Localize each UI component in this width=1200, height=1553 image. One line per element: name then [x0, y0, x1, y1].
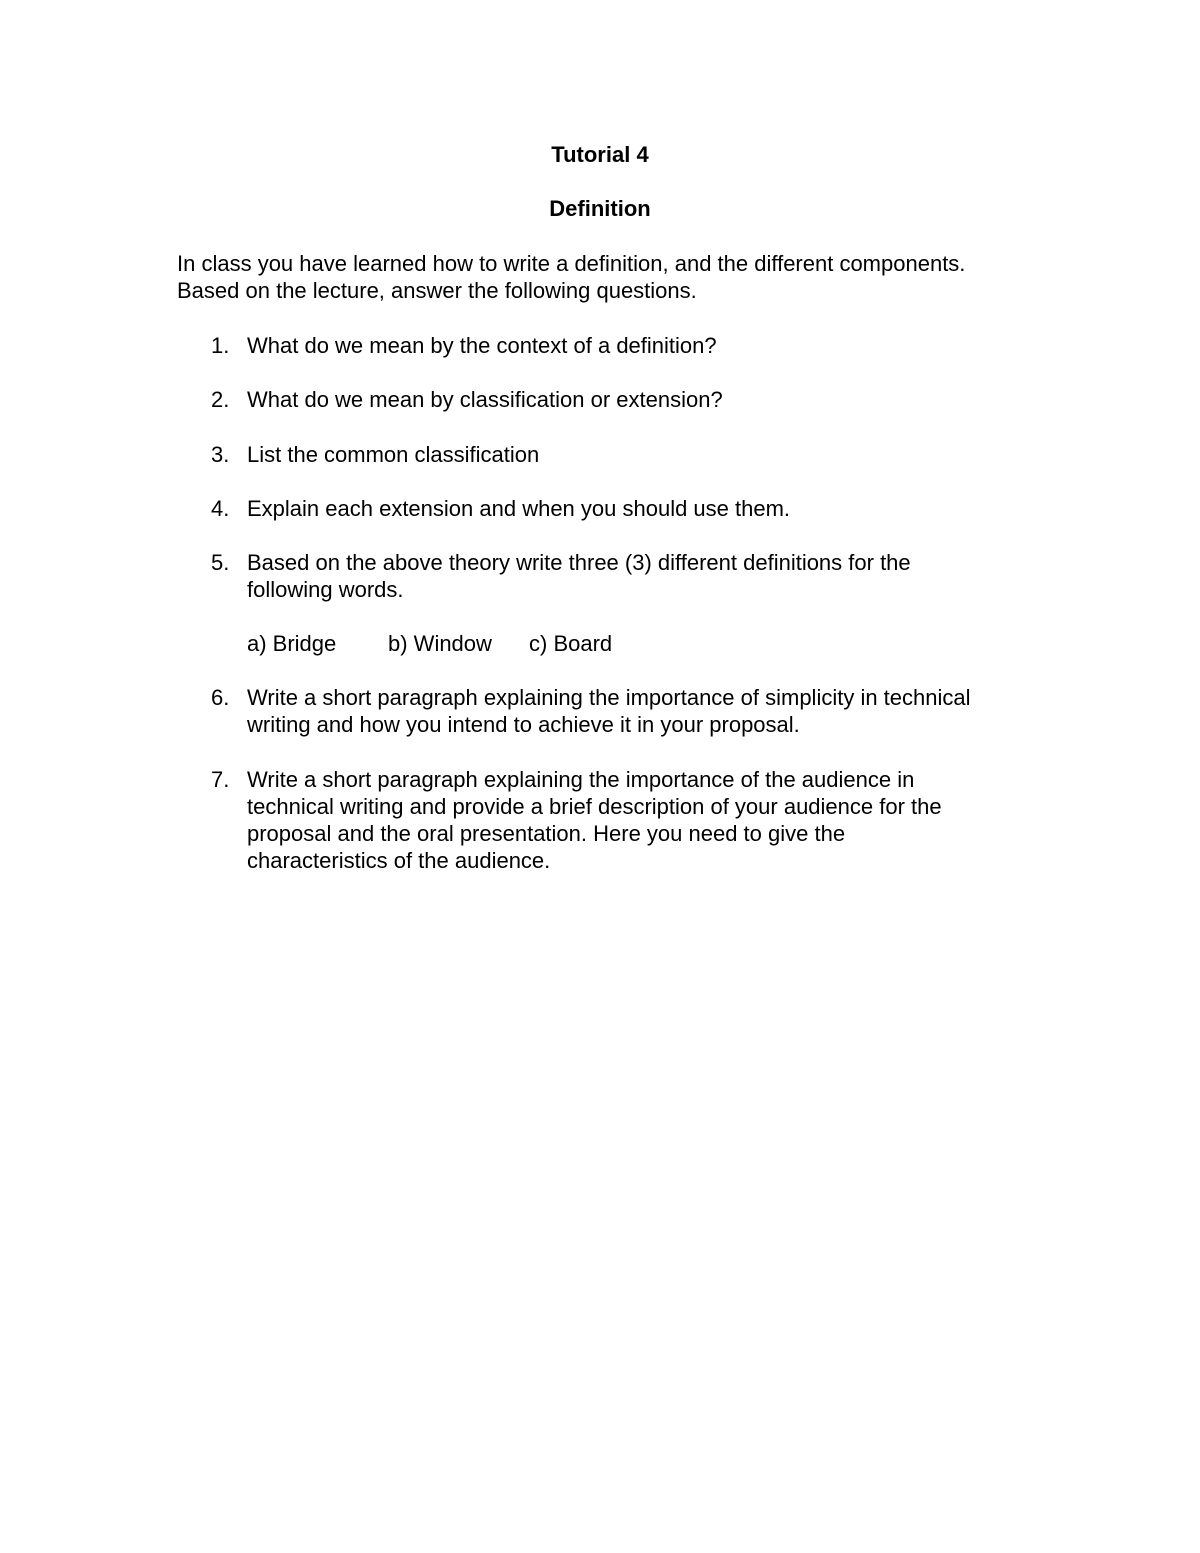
question-text — [247, 386, 1067, 413]
question-number: 5. — [211, 550, 230, 575]
option-a: a) Bridge — [247, 631, 337, 656]
question-line: What do we mean by classification or extension? — [247, 387, 723, 412]
intro-paragraph — [177, 250, 1057, 304]
question-line: Explain each extension and when you should use them. — [247, 496, 791, 521]
question-number: 7. — [211, 767, 230, 792]
question-line: following words. — [247, 577, 404, 602]
question-number: 2. — [211, 387, 230, 412]
document-title: Tutorial 4 — [551, 142, 649, 167]
question-line: proposal and the oral presentation. Here you need to give the — [247, 821, 846, 846]
question-line: writing and how you intend to achieve it in your proposal. — [247, 712, 800, 737]
question-line: Based on the above theory write three (3) different definitions for the — [247, 550, 911, 575]
question-text — [247, 549, 1067, 603]
question-text — [247, 495, 1067, 522]
question-line: technical writing and provide a brief description of your audience for the — [247, 794, 942, 819]
intro-line: In class you have learned how to write a definition, and the different components. — [177, 251, 966, 276]
question-line: What do we mean by the context of a definition? — [247, 333, 717, 358]
question-number: 4. — [211, 496, 230, 521]
intro-line: Based on the lecture, answer the following questions. — [177, 278, 697, 303]
question-text — [247, 684, 1067, 738]
question-text — [247, 766, 1067, 874]
question-number: 3. — [211, 442, 230, 467]
question-number: 1. — [211, 333, 230, 358]
option-b: b) Window — [388, 631, 492, 656]
question-number: 6. — [211, 685, 230, 710]
question-text — [247, 441, 1067, 468]
question-line: Write a short paragraph explaining the importance of the audience in — [247, 767, 915, 792]
question-line: characteristics of the audience. — [247, 848, 551, 873]
question-text — [247, 332, 1067, 359]
question-line: Write a short paragraph explaining the importance of simplicity in technical — [247, 685, 971, 710]
option-c: c) Board — [529, 631, 613, 656]
document-subtitle: Definition — [549, 196, 651, 221]
question-line: List the common classification — [247, 442, 540, 467]
